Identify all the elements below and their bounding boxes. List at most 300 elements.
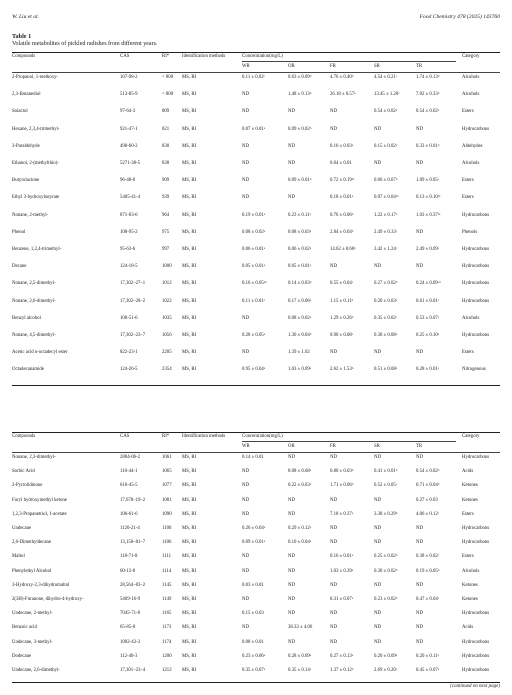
- cell-cat: Alcohols: [462, 161, 480, 166]
- cell-or: 1.39 ± 1.02: [288, 350, 310, 356]
- cell-fr: ND: [330, 350, 337, 356]
- running-head: [12, 14, 500, 20]
- header-concentration: Concentration(mg/L): [242, 54, 283, 59]
- cell-ri: 909: [162, 178, 170, 184]
- cell-ri: 1165: [162, 611, 172, 617]
- cell-sr: 0.35 ± 0.02ᶜ: [374, 315, 398, 321]
- cell-cas: 65-85-0: [120, 625, 136, 631]
- cell-ri: 809: [162, 109, 170, 115]
- cell-ri: 1200: [162, 653, 172, 659]
- cell-tr: 0.47 ± 0.04ᶜ: [416, 597, 440, 602]
- cell-fr: 1.03 ± 0.39ᵃ: [330, 568, 354, 574]
- cell-cat: Ketones: [462, 597, 478, 602]
- cell-ri: 964: [162, 212, 170, 218]
- table-top-rule: [12, 432, 500, 433]
- cell-fr: ND: [330, 109, 337, 115]
- concentration-subrule: [242, 441, 456, 442]
- cell-fr: 14.62 ± 0.66ᵇ: [330, 247, 356, 252]
- table-caption: Volatile metabolites of pickled radishes from different years.: [12, 41, 158, 47]
- cell-wr: 0.35 ± 0.07ᵃ: [242, 668, 266, 673]
- cell-wr: ND: [242, 597, 249, 602]
- cell-name: Phenylethyl Alcohol: [12, 568, 52, 574]
- cell-cat: Esters: [462, 178, 474, 184]
- cell-method: MS, RI: [182, 625, 197, 631]
- cell-tr: 0.54 ± 0.02ᵇ: [416, 469, 440, 475]
- cell-or: ND: [288, 195, 295, 201]
- cell-wr: 0.95 ± 0.04ᵃ: [242, 367, 266, 373]
- cell-fr: 0.76 ± 0.06ᵇ: [330, 212, 354, 218]
- cell-fr: 1.15 ± 0.11ᵇ: [330, 298, 354, 304]
- cell-cas: 1002-43-3: [120, 639, 140, 645]
- cell-wr: 0.28 ± 0.05ᵃ: [242, 333, 266, 338]
- cell-fr: ND: [330, 639, 337, 645]
- cell-method: MS, RI: [182, 333, 197, 338]
- cell-or: ND: [288, 109, 295, 115]
- cell-name: 3-Hydroxy-2,3-dihydromaltol: [12, 582, 70, 588]
- cell-fr: 2.62 ± 1.53ᵇ: [330, 367, 354, 373]
- cell-or: 0.09 ± 0.01ᵈ: [288, 178, 312, 184]
- cell-cas: 17,301–23–4: [120, 668, 146, 673]
- cell-ri: 2354: [162, 367, 172, 373]
- cell-or: 0.28 ± 0.09ᵃ: [288, 653, 312, 659]
- cell-wr: 0.08 ± 0.02ᵃ: [242, 229, 266, 235]
- cell-fr: 0.72 ± 0.19ᵇᶜ: [330, 178, 355, 184]
- cell-method: MS, RI: [182, 653, 197, 659]
- cell-fr: ND: [330, 540, 337, 546]
- header-method: Identification methods: [182, 434, 226, 439]
- cell-cat: Hydrocarbons: [462, 668, 490, 673]
- cell-wr: 0.06 ± 0.01ᵃ: [242, 247, 266, 252]
- cell-tr: 0.25 ± 0.10ᵃ: [416, 333, 440, 338]
- header-category: Category: [462, 54, 480, 59]
- cell-wr: 0.07 ± 0.01ᵃ: [242, 126, 266, 132]
- cell-ri: 1100: [162, 526, 172, 531]
- cell-ri: 1077: [162, 483, 172, 489]
- cell-cat: Acids: [462, 625, 474, 631]
- cell-fr: 2.84 ± 0.04ᵇ: [330, 229, 354, 235]
- cell-method: MS, RI: [182, 195, 197, 201]
- cell-sr: 3.38 ± 0.29ᵇ: [374, 511, 398, 517]
- cell-or: 0.06 ± 0.02ᵃ: [288, 247, 312, 252]
- cell-cat: Hydrocarbons: [462, 639, 490, 645]
- cell-fr: 1.29 ± 0.26ᵇ: [330, 315, 354, 321]
- cell-name: Octadecanamide: [12, 367, 44, 373]
- cell-cat: Ketones: [462, 497, 478, 503]
- cell-or: 0.23 ± 0.11ᵃ: [288, 212, 311, 218]
- cell-name: Maltol: [12, 554, 25, 560]
- cell-sr: 0.25 ± 0.02ᵇ: [374, 554, 398, 560]
- cell-cas: 5405-41-4: [120, 195, 140, 201]
- cell-method: MS, RI: [182, 75, 197, 80]
- cell-cas: 112-40-3: [120, 653, 138, 659]
- cell-fr: 4.76 ± 0.40ᵇ: [330, 75, 354, 80]
- cell-or: ND: [288, 554, 295, 560]
- cell-cas: 107-98-2: [120, 75, 138, 80]
- cell-wr: 0.14 ± 0.01: [242, 455, 264, 460]
- cell-name: Furyl hydroxymethyl ketone: [12, 497, 67, 503]
- cell-ri: 2205: [162, 350, 172, 356]
- continued-note: (continued on next page): [450, 684, 500, 689]
- cell-wr: ND: [242, 469, 249, 475]
- cell-cas: 2884-06-2: [120, 455, 140, 460]
- cell-fr: 0.90 ± 0.08ᶜ: [330, 333, 354, 338]
- cell-method: MS, RI: [182, 582, 197, 588]
- cell-cat: Hydrocarbons: [462, 126, 490, 132]
- cell-tr: 0.53 ± 0.07ᶜ: [416, 315, 440, 321]
- cell-sr: ND: [374, 611, 381, 617]
- cell-wr: ND: [242, 497, 249, 503]
- cell-fr: 0.18 ± 0.01ᵃ: [330, 195, 354, 201]
- cell-or: ND: [288, 143, 295, 149]
- cell-wr: ND: [242, 92, 249, 98]
- cell-cas: 17,302–23–7: [120, 333, 146, 338]
- cell-fr: ND: [330, 582, 337, 588]
- cell-sr: ND: [374, 625, 381, 631]
- cell-cat: Phenols: [462, 229, 478, 235]
- cell-tr: 0.45 ± 0.07ᵃ: [416, 668, 440, 673]
- cell-cat: Hydrocarbons: [462, 540, 490, 546]
- cell-sr: ND: [374, 161, 381, 166]
- cell-cat: Nitrogenous: [462, 367, 486, 373]
- cell-name: 2(3H)-Furanone, dihydro-4-hydroxy-: [12, 597, 84, 602]
- header-bottom-rule: [12, 72, 500, 73]
- cell-method: MS, RI: [182, 597, 197, 602]
- cell-cas: 5469-16-9: [120, 597, 140, 602]
- cell-name: Solactol: [12, 109, 28, 115]
- cell-cat: Esters: [462, 511, 474, 517]
- cell-fr: ND: [330, 126, 337, 132]
- cell-fr: 0.16 ± 0.03ᵃ: [330, 143, 354, 149]
- cell-sr: ND: [374, 126, 381, 132]
- cell-wr: ND: [242, 511, 249, 517]
- cell-fr: ND: [330, 611, 337, 617]
- cell-cat: Hydrocarbons: [462, 281, 490, 287]
- cell-ri: 1012: [162, 281, 172, 287]
- cell-cas: 871-83-0: [120, 212, 138, 218]
- cell-cat: Esters: [462, 195, 474, 201]
- header-tr: TR: [416, 444, 423, 449]
- cell-cas: 124-26-5: [120, 367, 138, 373]
- cell-name: Nonane, 2,6-dimethyl-: [12, 298, 56, 304]
- cell-sr: 0.20 ± 0.09ᵃ: [374, 653, 398, 659]
- header-concentration: Concentration(mg/L): [242, 434, 283, 439]
- cell-tr: ND: [416, 625, 423, 631]
- cell-tr: ND: [416, 639, 423, 645]
- cell-ri: 1022: [162, 298, 172, 304]
- cell-name: Butyrolactone: [12, 178, 40, 184]
- cell-sr: ND: [374, 639, 381, 645]
- cell-name: Undecane, 2-methyl-: [12, 611, 53, 617]
- cell-sr: ND: [374, 350, 381, 356]
- cell-ri: 1065: [162, 469, 172, 475]
- cell-ri: 1173: [162, 625, 172, 631]
- cell-or: 0.17 ± 0.06ᵃ: [288, 298, 312, 304]
- cell-fr: 0.27 ± 0.13ᵃ: [330, 653, 354, 659]
- cell-name: Dodecane: [12, 653, 32, 659]
- cell-or: 0.14 ± 0.03ᵇ: [288, 281, 312, 287]
- cell-cas: 96-48-0: [120, 178, 136, 184]
- cell-sr: 0.54 ± 0.02ᵃ: [374, 109, 398, 115]
- cell-method: MS, RI: [182, 126, 197, 132]
- cell-cas: 822-23-1: [120, 350, 138, 356]
- cell-or: 0.09 ± 0.02ᵇ: [288, 126, 312, 132]
- cell-method: MS, RI: [182, 540, 197, 546]
- cell-name: Ethanol, 2-(methylthio)-: [12, 161, 59, 166]
- cell-wr: 0.11 ± 0.01ᵃ: [242, 298, 265, 304]
- cell-name: Undecane: [12, 526, 32, 531]
- cell-ri: 1212: [162, 668, 172, 673]
- cell-or: 38.33 ± 4.06: [288, 625, 313, 631]
- cell-tr: 0.24 ± 0.09ᶜᵈ: [416, 281, 441, 287]
- cell-sr: ND: [374, 540, 381, 546]
- cell-or: 1.03 ± 0.09ᵃ: [288, 367, 312, 373]
- header-method: Identification methods: [182, 54, 226, 59]
- cell-cas: 97-64-3: [120, 109, 136, 115]
- cell-fr: ND: [330, 625, 337, 631]
- cell-cas: 60-12-8: [120, 568, 136, 574]
- cell-or: 0.08 ± 0.02ᵃ: [288, 315, 312, 321]
- cell-ri: 830: [162, 143, 170, 149]
- cell-tr: 0.27 ± 0.03: [416, 497, 438, 503]
- header-ri: RI*: [162, 54, 170, 59]
- cell-fr: ND: [330, 497, 337, 503]
- cell-name: 2-Pyrrolidinone: [12, 483, 43, 489]
- cell-cat: Ketones: [462, 582, 478, 588]
- cell-ri: 1174: [162, 639, 172, 645]
- cell-sr: 2.49 ± 0.33ᶜ: [374, 229, 398, 235]
- cell-or: ND: [288, 611, 295, 617]
- cell-cat: Hydrocarbons: [462, 455, 490, 460]
- cell-fr: 7.18 ± 0.37ᵃ: [330, 511, 354, 517]
- cell-wr: ND: [242, 554, 249, 560]
- cell-name: Benzoic acid: [12, 625, 37, 631]
- cell-fr: 0.55 ± 0.04ᶜ: [330, 281, 354, 287]
- cell-cas: 17,678–19–2: [120, 497, 146, 503]
- cell-tr: 0.13 ± 0.10ᵇᶜ: [416, 195, 441, 201]
- cell-fr: 26.18 ± 0.57ᵃ: [330, 92, 356, 98]
- cell-ri: 1035: [162, 315, 172, 321]
- cell-fr: ND: [330, 455, 337, 460]
- cell-cat: Hydrocarbons: [462, 526, 490, 531]
- cell-wr: ND: [242, 143, 249, 149]
- cell-wr: 0.16 ± 0.05ᵃᵇ: [242, 281, 267, 287]
- header-wr: WR: [242, 64, 250, 69]
- table-bottom-rule: [12, 682, 500, 683]
- cell-sr: ND: [374, 582, 381, 588]
- cell-tr: ND: [416, 350, 423, 356]
- cell-ri: 1081: [162, 497, 172, 503]
- cell-method: MS, RI: [182, 511, 197, 517]
- cell-name: Undecane, 3-methyl-: [12, 639, 53, 645]
- cell-method: MS, RI: [182, 350, 197, 356]
- concentration-subrule: [242, 61, 456, 62]
- cell-or: ND: [288, 582, 295, 588]
- cell-cas: 13,150–81–7: [120, 540, 146, 546]
- header-or: OR: [288, 444, 295, 449]
- cell-cas: 100-51-6: [120, 315, 138, 321]
- cell-tr: 0.20 ± 0.11ᵃ: [416, 653, 439, 659]
- cell-fr: 0.80 ± 0.03ᵇ: [330, 469, 354, 475]
- cell-wr: ND: [242, 195, 249, 201]
- cell-cat: Alcohols: [462, 315, 480, 321]
- header-bottom-rule: [12, 452, 500, 453]
- cell-method: MS, RI: [182, 526, 197, 531]
- cell-wr: 0.23 ± 0.06ᵃ: [242, 653, 266, 659]
- cell-ri: 1111: [162, 554, 172, 560]
- cell-sr: 0.07 ± 0.04ᵃᵇ: [374, 195, 399, 201]
- cell-cas: 17,302–27–1: [120, 281, 146, 287]
- cell-cat: Hydrocarbons: [462, 247, 490, 252]
- cell-sr: 0.41 ± 0.01ᵇ: [374, 469, 398, 475]
- cell-method: MS, RI: [182, 109, 197, 115]
- header-category: Category: [462, 434, 480, 439]
- cell-fr: ND: [330, 264, 337, 270]
- cell-sr: 3.42 ± 1.24ᶜ: [374, 247, 398, 252]
- cell-ri: 1061: [162, 455, 172, 460]
- cell-cat: Esters: [462, 554, 474, 560]
- cell-wr: 0.19 ± 0.01ᵃ: [242, 212, 266, 218]
- cell-cat: Ketones: [462, 483, 478, 489]
- cell-ri: 1000: [162, 264, 172, 270]
- cell-fr: 1.71 ± 0.06ᵇ: [330, 483, 354, 489]
- cell-name: Benzyl alcohol: [12, 315, 41, 321]
- cell-sr: 0.30 ± 0.08ᵃ: [374, 333, 398, 338]
- cell-tr: 1.03 ± 0.37ᵇᶜ: [416, 212, 441, 218]
- cell-method: MS, RI: [182, 143, 197, 149]
- cell-cat: Hydrocarbons: [462, 298, 490, 304]
- cell-method: MS, RI: [182, 92, 197, 98]
- cell-or: ND: [288, 511, 295, 517]
- cell-fr: 0.31 ± 0.07ᵃ: [330, 597, 354, 602]
- cell-sr: ND: [374, 455, 381, 460]
- table-title: Table 1: [12, 33, 32, 40]
- cell-tr: 0.38 ± 0.02ᶜ: [416, 554, 440, 560]
- cell-method: MS, RI: [182, 212, 197, 218]
- cell-ri: 997: [162, 247, 170, 252]
- cell-method: MS, RI: [182, 639, 197, 645]
- cell-tr: 0.61 ± 0.01ᶜ: [416, 298, 440, 304]
- cell-name: Hexane, 2,3,4-trimethyl-: [12, 126, 60, 132]
- cell-or: ND: [288, 597, 295, 602]
- cell-cas: 95-63-6: [120, 247, 136, 252]
- cell-tr: 0.19 ± 0.05ᵇ: [416, 568, 440, 574]
- cell-name: 1,2,3-Propanetriol, 1-acetate: [12, 511, 67, 517]
- cell-cas: 28,564–83–2: [120, 582, 146, 588]
- cell-name: Phenol: [12, 229, 26, 235]
- cell-tr: ND: [416, 526, 423, 531]
- cell-name: Nonane, 2,5-dimethyl-: [12, 281, 56, 287]
- cell-ri: 1090: [162, 511, 172, 517]
- cell-cat: Aldehydes: [462, 143, 483, 149]
- cell-tr: ND: [416, 264, 423, 270]
- cell-sr: 13.45 ± 1.20ᶜ: [374, 92, 400, 98]
- cell-wr: ND: [242, 178, 249, 184]
- cell-tr: 1.74 ± 0.13ᵈ: [416, 75, 440, 80]
- cell-or: 0.35 ± 0.14ᵃ: [288, 668, 312, 673]
- cell-name: 2,6-Dimethyldecane: [12, 540, 52, 546]
- cell-name: 2,3-Butanediol: [12, 92, 41, 98]
- cell-ri: 1145: [162, 582, 172, 588]
- cell-method: MS, RI: [182, 264, 197, 270]
- cell-method: MS, RI: [182, 469, 197, 475]
- cell-name: Nonane, 2,3-dimethyl-: [12, 455, 56, 460]
- header-wr: WR: [242, 444, 250, 449]
- cell-ri: < 800: [162, 92, 174, 98]
- cell-sr: ND: [374, 264, 381, 270]
- cell-sr: 0.52 ± 0.05ᶜ: [374, 483, 398, 489]
- cell-sr: 0.66 ± 0.07ᵇ: [374, 178, 398, 184]
- cell-method: MS, RI: [182, 298, 197, 304]
- cell-method: MS, RI: [182, 483, 197, 489]
- header-cas: CAS: [120, 54, 130, 59]
- cell-tr: 4.06 ± 0.12ᶜ: [416, 511, 440, 517]
- cell-tr: ND: [416, 126, 423, 132]
- cell-tr: ND: [416, 611, 423, 617]
- cell-tr: ND: [416, 455, 423, 460]
- cell-cas: 5271-38-5: [120, 161, 140, 166]
- cell-cas: 498-60-2: [120, 143, 138, 149]
- cell-method: MS, RI: [182, 554, 197, 560]
- cell-or: ND: [288, 568, 295, 574]
- cell-cas: 118-71-8: [120, 554, 138, 560]
- cell-method: MS, RI: [182, 455, 197, 460]
- header-tr: TR: [416, 64, 423, 69]
- cell-tr: ND: [416, 540, 423, 546]
- header-or: OR: [288, 64, 295, 69]
- cell-wr: ND: [242, 109, 249, 115]
- cell-cat: Alcohols: [462, 568, 480, 574]
- cell-method: MS, RI: [182, 497, 197, 503]
- cell-tr: 0.71 ± 0.04ᵈ: [416, 483, 440, 489]
- cell-sr: 0.51 ± 0.08ᵃ: [374, 367, 398, 373]
- cell-or: 0.05 ± 0.01ᵃ: [288, 264, 312, 270]
- cell-wr: ND: [242, 625, 249, 631]
- cell-tr: 1.09 ± 0.05ᶜ: [416, 178, 440, 184]
- cell-tr: ND: [416, 229, 423, 235]
- header-ri: RI*: [162, 434, 170, 439]
- header-fr: FR: [330, 444, 336, 449]
- cell-tr: 2.49 ± 0.09ᶜ: [416, 247, 440, 252]
- cell-or: 0.29 ± 0.12ᵃ: [288, 526, 312, 531]
- cell-cas: 124-18-5: [120, 264, 138, 270]
- running-head-journal: Food Chemistry 478 (2025) 143760: [419, 14, 500, 20]
- cell-cas: 17,302–28–2: [120, 298, 146, 304]
- cell-or: 1.30 ± 0.04ᵇ: [288, 333, 312, 338]
- cell-method: MS, RI: [182, 568, 197, 574]
- cell-tr: 0.54 ± 0.02ᵃ: [416, 109, 440, 115]
- cell-name: 2-Propanol, 1-methoxy-: [12, 75, 59, 80]
- header-fr: FR: [330, 64, 336, 69]
- cell-wr: 0.08 ± 0.01: [242, 639, 264, 645]
- cell-method: MS, RI: [182, 315, 197, 321]
- cell-method: MS, RI: [182, 668, 197, 673]
- cell-wr: ND: [242, 315, 249, 321]
- cell-or: 0.08 ± 0.03ᵃ: [288, 229, 312, 235]
- cell-or: ND: [288, 497, 295, 503]
- table-bottom-rule: [12, 385, 500, 386]
- cell-fr: 1.37 ± 0.12ᵇ: [330, 668, 354, 673]
- cell-ri: 1056: [162, 333, 172, 338]
- cell-ri: 975: [162, 229, 170, 235]
- cell-fr: ND: [330, 526, 337, 531]
- cell-sr: 0.15 ± 0.02ᵃ: [374, 143, 398, 149]
- cell-or: 0.10 ± 0.04ᵃ: [288, 540, 312, 546]
- cell-cat: Hydrocarbons: [462, 333, 490, 338]
- cell-ri: 1106: [162, 540, 172, 546]
- cell-sr: 1.22 ± 0.17ᵃ: [374, 212, 398, 218]
- cell-cas: 921-47-1: [120, 126, 138, 132]
- cell-method: MS, RI: [182, 281, 197, 287]
